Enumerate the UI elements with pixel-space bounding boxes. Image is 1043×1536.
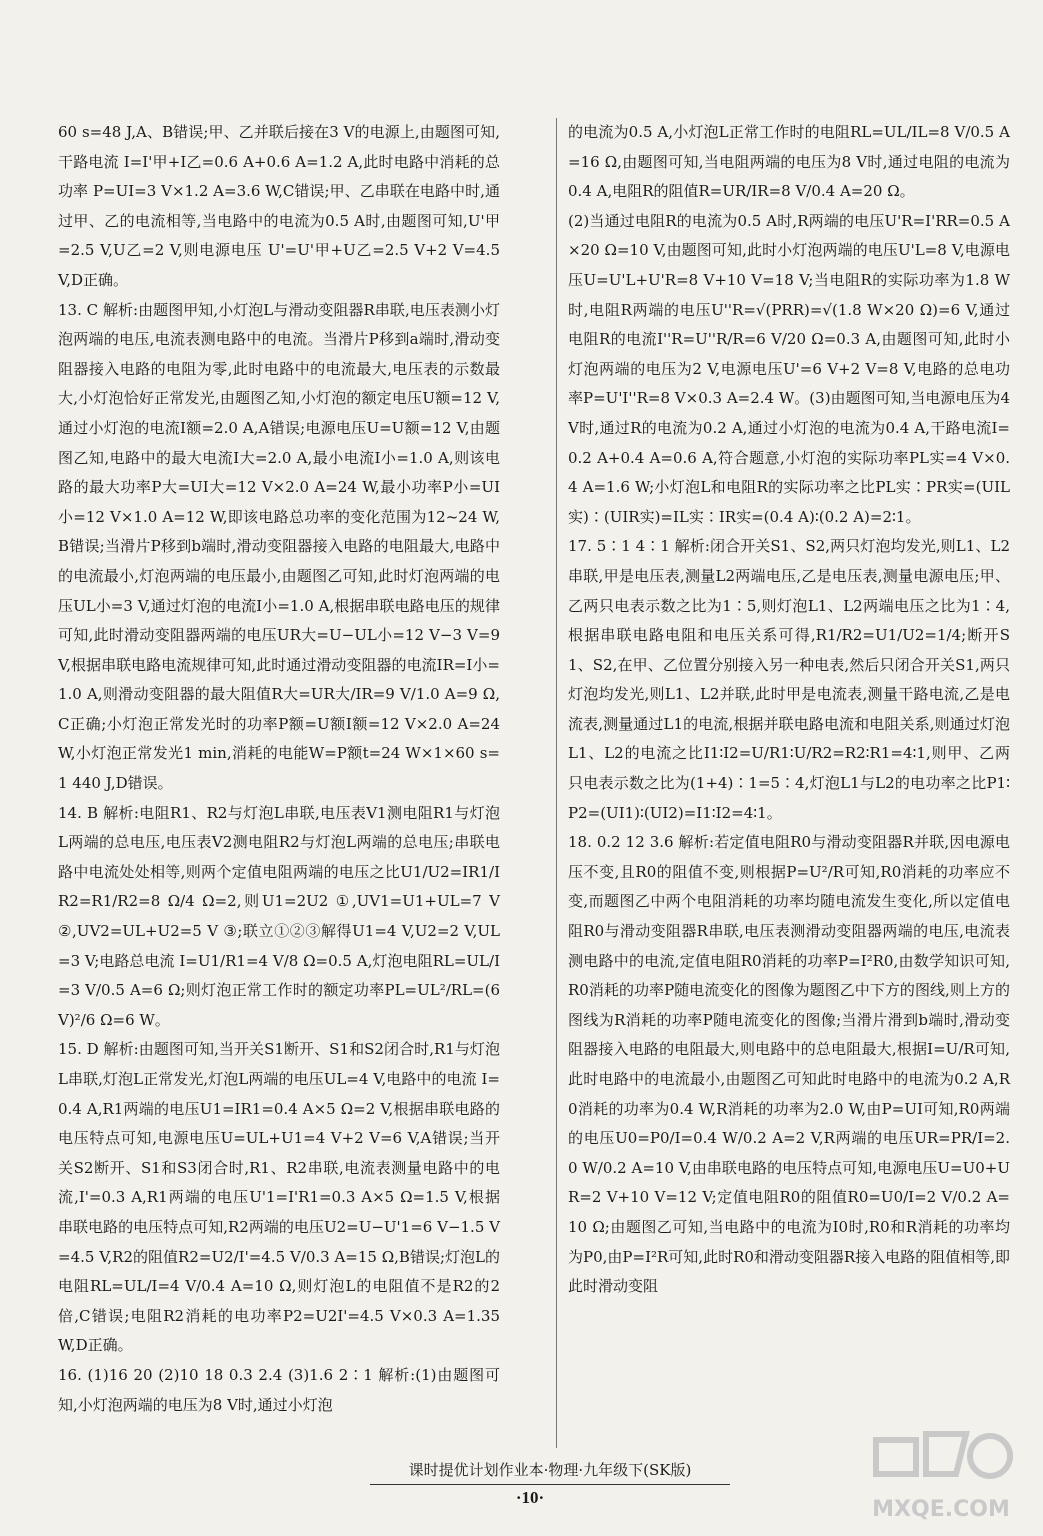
footer-rule (370, 1484, 730, 1485)
answer-16-part1: 的电流为0.5 A,小灯泡L正常工作时的电阻RL=UL/IL=8 V/0.5 A=16 Ω,由题图可知,当电阻两端的电压为8 V时,通过电阻的电流为0.4 A,电阻R的阻值R=UR/IR=8 V/0.4 A=20 Ω。 (568, 123, 1010, 201)
left-column (58, 118, 500, 1420)
answer-16-part2: (2)当通过电阻R的电流为0.5 A时,R两端的电压U'R=I'RR=0.5 A×20 Ω=10 V,由题图可知,此时小灯泡两端的电压U'L=8 V,电源电压U=U'L+U'R=8 V+10 V=18 V;当电阻R的实际功率为1.8 W时,电阻R两端的电压U''R=√(PRR)=√(1.8 W×20 Ω)=6 V,通过电阻R的电流I''R=U''R/R=6 V/20 Ω=0.3 A,由题图可知,此时小灯泡两端的电压为2 V,电源电压U'=6 V+2 V=8 V,电路的总电功率P=U'I''R=8 V×0.3 A=2.4 W。(3)由题图可知,当电源电压为4 V时,通过R的电流为0.2 A,通过小灯泡的电流为0.4 A,干路电流I=0.2 A+0.4 A=0.6 A,符合题意,小灯泡的实际功率PL实=4 V×0.4 A=1.6 W;小灯泡L和电阻R的实际功率之比PL实∶PR实=(UIL实)∶(UIR实)=IL实∶IR实=(0.4 A)∶(0.2 A)=2∶1。 (568, 211, 1010, 526)
answer-13: 13. C 解析:由题图甲知,小灯泡L与滑动变阻器R串联,电压表测小灯泡两端的电压,电流表测电路中的电流。当滑片P移到a端时,滑动变阻器接入电路的电阻为零,此时电路中的电流最大,电压表的示数最大,小灯泡恰好正常发光,由题图乙知,小灯泡的额定电压U额=12 V,通过小灯泡的电流I额=2.0 A,A错误;电源电压U=U额=12 V,由题图乙知,电路中的最大电流I大=2.0 A,最小电流I小=1.0 A,则该电路的最大功率P大=UI大=12 V×2.0 A=24 W,最小功率P小=UI小=12 V×1.0 A=12 W,即该电路总功率的变化范围为12~24 W,B错误;当滑片P移到b端时,滑动变阻器接入电路的电阻最大,电路中的电流最小,灯泡两端的电压最小,由题图乙可知,此时灯泡两端的电压UL小=3 V,通过灯泡的电流I小=1.0 A,根据串联电路电压的规律可知,此时滑动变阻器两端的电压UR大=U−UL小=12 V−3 V=9 V,根据串联电路电流规律可知,此时通过滑动变阻器的电流IR=I小=1.0 A,则滑动变阻器的最大阻值R大=UR大/IR=9 V/1.0 A=9 Ω,C正确;小灯泡正常发光时的功率P额=U额I额=12 V×2.0 A=24 W,小灯泡正常发光1 min,消耗的电能W=P额t=24 W×1×60 s=1 440 J,D错误。 (58, 300, 500, 793)
answer-15: 15. D 解析:由题图可知,当开关S1断开、S1和S2闭合时,R1与灯泡L串联,灯泡L正常发光,灯泡L两端的电压UL=4 V,电路中的电流 I=0.4 A,R1两端的电压U1=IR1=0.4 A×5 Ω=2 V,根据串联电路的电压特点可知,电源电压U=UL+U1=4 V+2 V=6 V,A错误;当开关S2断开、S1和S3闭合时,R1、R2串联,电流表测量电路中的电流,I'=0.3 A,R1两端的电压U'1=I'R1=0.3 A×5 Ω=1.5 V,根据串联电路的电压特点可知,R2两端的电压U2=U−U'1=6 V−1.5 V=4.5 V,R2的阻值R2=U2/I'=4.5 V/0.3 A=15 Ω,B错误;灯泡L的电阻RL=UL/I=4 V/0.4 A=10 Ω,则灯泡L的电阻值不是R2的2倍,C错误;电阻R2消耗的电功率P2=U2I'=4.5 V×0.3 A=1.35 W,D正确。 (58, 1040, 500, 1355)
answer-18: 18. 0.2 12 3.6 解析:若定值电阻R0与滑动变阻器R并联,因电源电压不变,且R0的阻值不变,则根据P=U²/R可知,R0消耗的功率应不变,而题图乙中两个电阻消耗的功率均随电流发生变化,所以定值电阻R0与滑动变阻器R串联,电压表测滑动变阻器两端的电压,电流表测电路中的电流,定值电阻R0消耗的功率P=I²R0,由数学知识可知,R0消耗的功率P随电流变化的图像为题图乙中下方的图线,则上方的图线为R消耗的功率P随电流变化的图像;当滑片滑到b端时,滑动变阻器接入电路的电阻最大,则电路中的总电阻最大,根据I=U/R可知,此时电路中的电流最小,由题图乙可知此时电路中的电流为0.2 A,R0消耗的功率为0.4 W,R消耗的功率为2.0 W,由P=UI可知,R0两端的电压U0=P0/I=0.4 W/0.2 A=2 V,R两端的电压UR=PR/I=2.0 W/0.2 A=10 V,由串联电路的电压特点可知,电源电压U=U0+UR=2 V+10 V=12 V;定值电阻R0的阻值R0=U0/I=2 V/0.2 A=10 Ω;由题图乙可知,当电路中的电流为I0时,R0和R消耗的功率均为P0,由P=I²R可知,此时R0和滑动变阻器R接入电路的阻值相等,即此时滑动变阻 (568, 833, 1010, 1296)
answer-17: 17. 5∶1 4∶1 解析:闭合开关S1、S2,两只灯泡均发光,则L1、L2串联,甲是电压表,测量L2两端电压,乙是电压表,测量电源电压;甲、乙两只电表示数之比为1∶5,则灯泡L1、L2两端电压之比为1∶4,根据串联电路电阻和电压关系可得,R1/R2=U1/U2=1/4;断开S1、S2,在甲、乙位置分别接入另一种电表,然后只闭合开关S1,两只灯泡均发光,则L1、L2并联,此时甲是电流表,测量干路电流,乙是电流表,测量通过L1的电流,根据并联电路电流和电阻关系,则通过灯泡L1、L2的电流之比I1∶I2=U/R1∶U/R2=R2∶R1=4∶1,则甲、乙两只电表示数之比为(1+4)∶1=5∶4,灯泡L1与L2的电功率之比P1∶P2=(UI1)∶(UI2)=I1∶I2=4∶1。 (568, 537, 1010, 822)
answer-12-continued: 60 s=48 J,A、B错误;甲、乙并联后接在3 V的电源上,由题图可知,干路电流 I=I'甲+I乙=0.6 A+0.6 A=1.2 A,此时电路中消耗的总功率 P=UI=3 V×1.2 A=3.6 W,C错误;甲、乙串联在电路中时,通过甲、乙的电流相等,当电路中的电流为0.5 A时,由题图可知,U'甲=2.5 V,U乙=2 V,则电源电压 U'=U'甲+U乙=2.5 V+2 V=4.5 V,D正确。 (58, 123, 500, 289)
right-column (568, 118, 1010, 1302)
watermark-logo-icon (866, 1420, 1016, 1526)
answer-14: 14. B 解析:电阻R1、R2与灯泡L串联,电压表V1测电阻R1与灯泡L两端的总电压,电压表V2测电阻R2与灯泡L两端的总电压;串联电路中电流处处相等,则两个定值电阻两端的电压之比U1/U2=IR1/IR2=R1/R2=8 Ω/4 Ω=2,则U1=2U2 ①,UV1=U1+UL=7 V ②,UV2=UL+U2=5 V ③;联立①②③解得U1=4 V,U2=2 V,UL=3 V;电路总电流 I=U1/R1=4 V/8 Ω=0.5 A,灯泡电阻RL=UL/I=3 V/0.5 A=6 Ω;则灯泡正常工作时的额定功率PL=UL²/RL=(6 V)²/6 Ω=6 W。 (58, 803, 500, 1029)
answer-16-start: 16. (1)16 20 (2)10 18 0.3 2.4 (3)1.6 2∶1 解析:(1)由题图可知,小灯泡两端的电压为8 V时,通过小灯泡 (58, 1365, 500, 1414)
footer-title: 课时提优计划作业本·物理·九年级下(SK版) (408, 1461, 692, 1479)
page-number: ·10· (515, 1488, 545, 1507)
column-divider (556, 118, 557, 1448)
watermark-text: MXQE.COM (872, 1497, 1010, 1522)
